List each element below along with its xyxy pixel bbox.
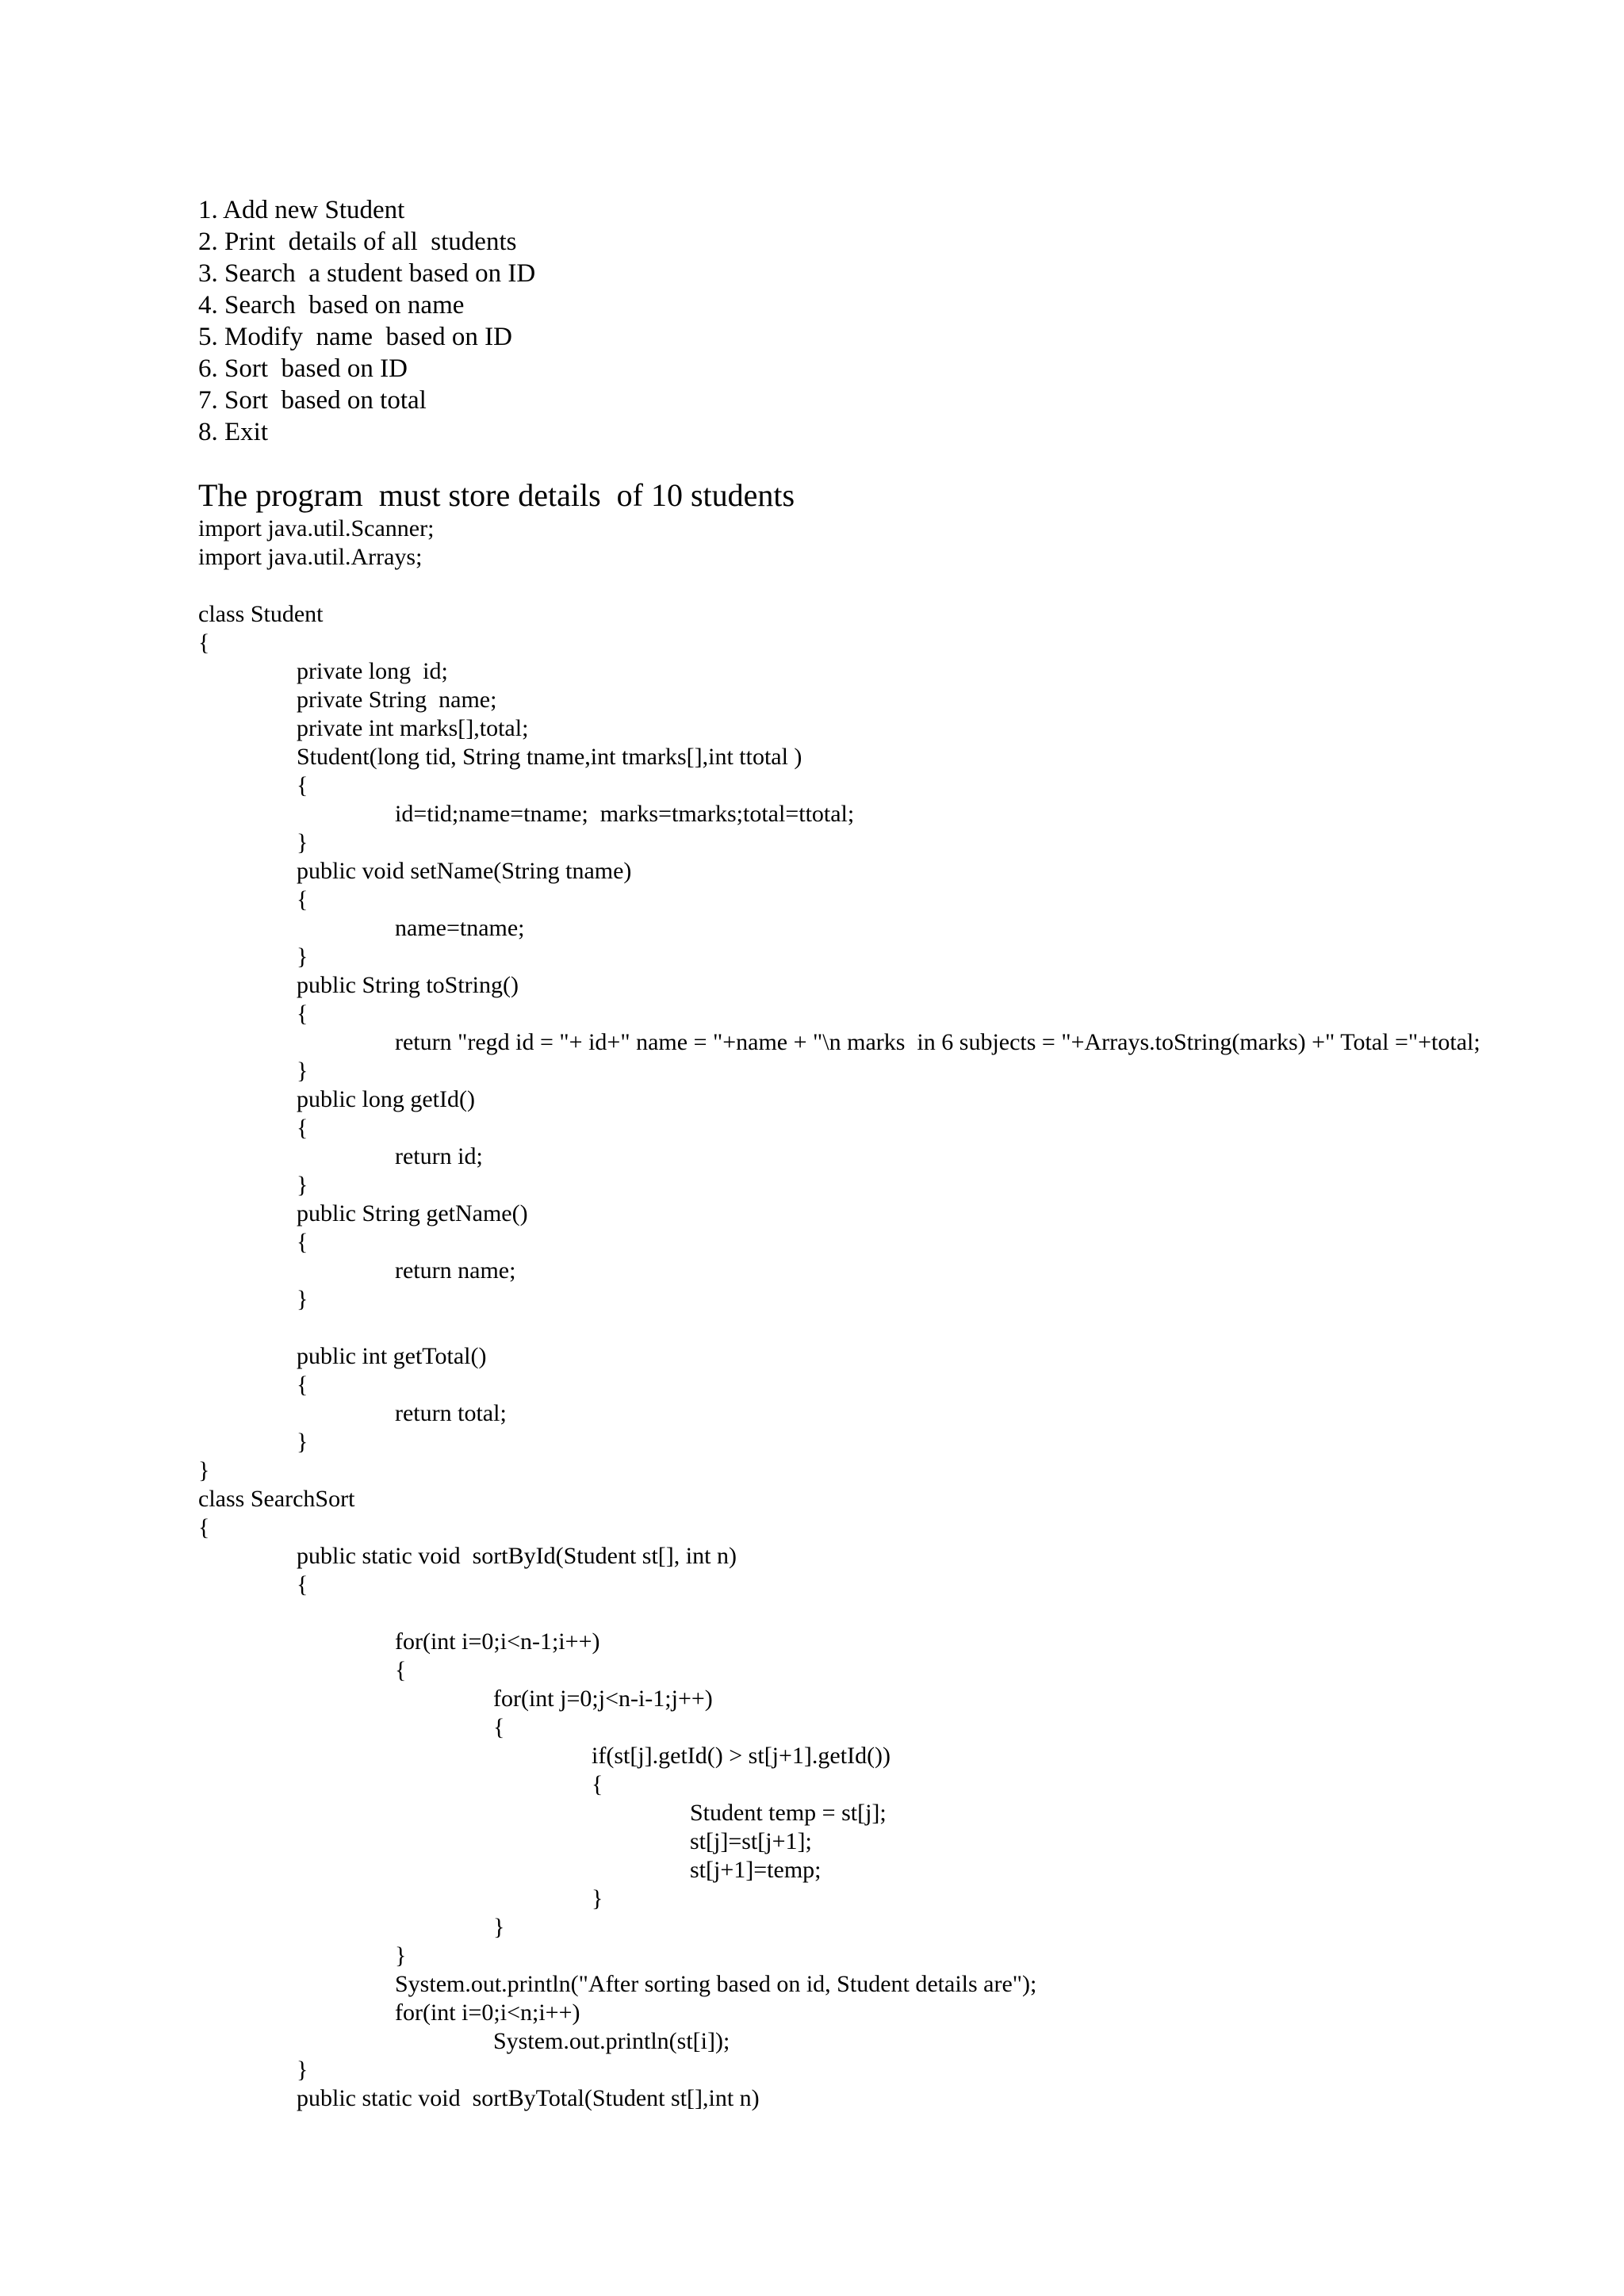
code-line: private long id; (297, 658, 448, 684)
code-line: { (297, 1115, 308, 1141)
code-line: public String getName() (297, 1200, 528, 1226)
code-line: } (297, 943, 308, 970)
code-line: public long getId() (297, 1086, 475, 1112)
code-line: { (297, 1001, 308, 1027)
code-line: Student temp = st[j]; (690, 1800, 887, 1826)
code-line: public String toString() (297, 972, 519, 998)
menu-option: 7. Sort based on total (198, 386, 427, 415)
code-line: } (297, 1172, 308, 1198)
menu-option-list (198, 194, 1594, 448)
code-line: } (297, 829, 308, 855)
code-line: class SearchSort (198, 1486, 355, 1512)
requirement-heading: The program must store details of 10 students (198, 477, 795, 513)
code-line: } (198, 1457, 210, 1483)
code-line: } (297, 1058, 308, 1084)
code-line: { (297, 1571, 308, 1598)
menu-option: 2. Print details of all students (198, 228, 517, 256)
code-line: { (493, 1714, 505, 1740)
menu-option: 3. Search a student based on ID (198, 259, 536, 288)
code-listing (198, 515, 1594, 2113)
code-line: if(st[j].getId() > st[j+1].getId()) (592, 1743, 891, 1769)
code-line: st[j+1]=temp; (690, 1857, 822, 1883)
code-blank-line (198, 1599, 1594, 1628)
code-line: return total; (395, 1400, 507, 1426)
menu-option: 1. Add new Student (198, 196, 405, 224)
code-line: { (395, 1657, 407, 1683)
code-line: return id; (395, 1143, 483, 1169)
code-line: import java.util.Scanner; (198, 515, 435, 541)
code-line: } (297, 1286, 308, 1312)
code-line: } (395, 1942, 407, 1969)
code-line: { (198, 629, 210, 656)
code-line: private String name; (297, 687, 497, 713)
code-line: return name; (395, 1257, 516, 1284)
code-line: { (297, 886, 308, 913)
code-line: public int getTotal() (297, 1343, 487, 1369)
code-line: public static void sortById(Student st[], int n) (297, 1543, 737, 1569)
code-line: import java.util.Arrays; (198, 544, 423, 570)
code-blank-line (198, 1314, 1594, 1342)
code-line: System.out.println(st[i]); (493, 2028, 730, 2054)
menu-option: 8. Exit (198, 418, 268, 446)
code-line: for(int i=0;i<n;i++) (395, 1999, 580, 2026)
code-line: { (297, 1229, 308, 1255)
code-line: id=tid;name=tname; marks=tmarks;total=ttotal; (395, 801, 855, 827)
code-line: Student(long tid, String tname,int tmarks[],int ttotal ) (297, 744, 802, 770)
document-page (198, 194, 1594, 2113)
code-line: private int marks[],total; (297, 715, 529, 741)
code-line: class Student (198, 601, 324, 627)
code-line: public static void sortByTotal(Student st[],int n) (297, 2085, 760, 2111)
code-line: { (297, 1372, 308, 1398)
code-line: { (198, 1514, 210, 1540)
code-line: st[j]=st[j+1]; (690, 1828, 812, 1854)
code-line: name=tname; (395, 915, 525, 941)
code-line: } (592, 1885, 603, 1911)
code-line: } (297, 2057, 308, 2083)
code-blank-line (198, 572, 1594, 600)
menu-option: 4. Search based on name (198, 291, 465, 320)
code-line: } (297, 1429, 308, 1455)
code-line: public void setName(String tname) (297, 858, 632, 884)
code-line: } (493, 1914, 505, 1940)
code-line: { (297, 772, 308, 798)
code-line: System.out.println("After sorting based on id, Student details are"); (395, 1971, 1037, 1997)
code-line: for(int j=0;j<n-i-1;j++) (493, 1686, 713, 1712)
code-line: for(int i=0;i<n-1;i++) (395, 1628, 600, 1655)
menu-option: 5. Modify name based on ID (198, 323, 512, 351)
menu-option: 6. Sort based on ID (198, 354, 408, 383)
code-line: { (592, 1771, 603, 1797)
code-line: return "regd id = "+ id+" name = "+name + "\n marks in 6 subjects = "+Arrays.toString(marks) +" Total ="+total; (395, 1029, 1480, 1055)
